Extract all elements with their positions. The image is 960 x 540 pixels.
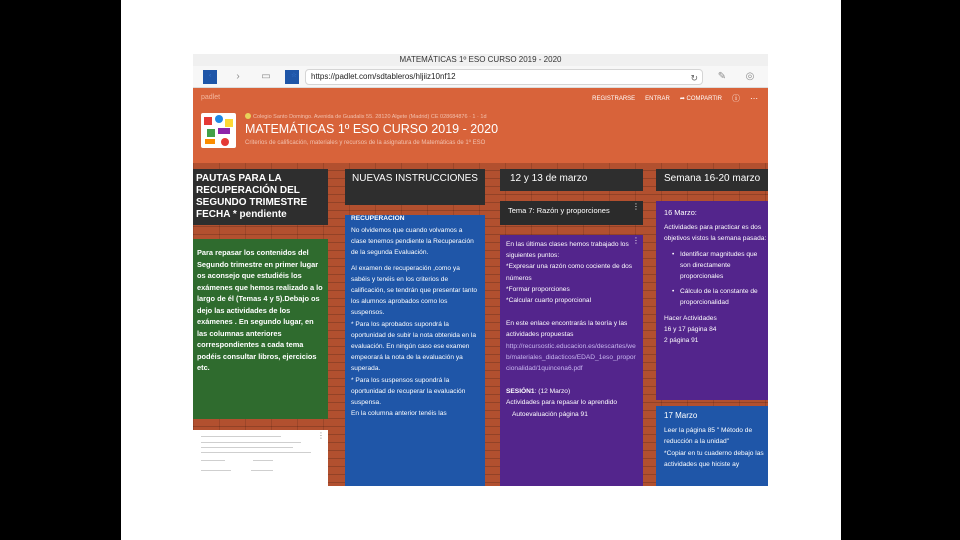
link-intro: En este enlace encontrarás la teoría y las actividades propuestas bbox=[506, 320, 628, 339]
padlet-header bbox=[193, 88, 768, 163]
resource-link[interactable]: http://recursostic.educacion.es/descartes/web/materiales_didacticos/EDAD_1eso_proporcionalidad/1quincena6.pdf bbox=[506, 342, 636, 373]
paragraph-4: * Para los suspensos supondrá la oportunidad de recuperar la evaluación suspensa. bbox=[351, 376, 466, 407]
register-link[interactable]: REGISTRARSE bbox=[592, 95, 636, 102]
back-icon[interactable]: ‹ bbox=[203, 70, 217, 84]
card-line-2: *Copiar en tu cuaderno debajo las actividades que hiciste ay bbox=[664, 449, 764, 468]
book-icon[interactable]: ▭ bbox=[261, 71, 271, 82]
card-line-1: Leer la página 85 " Método de reducción a la unidad" bbox=[664, 427, 753, 446]
paragraph-5: En la columna anterior tenéis las bbox=[351, 410, 447, 418]
more-icon[interactable]: ⋯ bbox=[750, 94, 758, 103]
session-text: Actividades para repasar lo aprendido bbox=[506, 399, 618, 407]
card-exam-preview[interactable] bbox=[193, 430, 328, 486]
point-3: *Calcular cuarto proporcional bbox=[506, 297, 592, 305]
card-text: Tema 7: Razón y proporciones bbox=[508, 206, 610, 215]
card-heading: 17 Marzo bbox=[664, 411, 698, 420]
login-link[interactable]: ENTRAR bbox=[645, 95, 670, 102]
activity-line-1: 16 y 17 página 84 bbox=[664, 325, 717, 333]
card-recovery-guidelines[interactable] bbox=[193, 239, 328, 419]
board-logo bbox=[201, 113, 236, 148]
card-new-instructions[interactable] bbox=[345, 215, 485, 486]
screen bbox=[121, 0, 841, 540]
card-16-march[interactable] bbox=[656, 201, 768, 400]
card-heading: 16 Marzo: bbox=[664, 208, 697, 217]
camera-icon[interactable]: ◎ bbox=[745, 71, 755, 82]
board-subtitle: Criterios de calificación, materiales y recursos de la asignatura de Matemáticas de 1º ESO bbox=[245, 140, 486, 146]
column-header-1[interactable]: PAUTAS PARA LA RECUPERACIÓN DEL SEGUNDO TRIMESTRE FECHA * pendiente bbox=[193, 169, 328, 225]
edit-icon[interactable]: ✎ bbox=[717, 71, 727, 82]
header-links bbox=[592, 93, 758, 104]
column-header-2[interactable]: NUEVAS INSTRUCCIONES bbox=[345, 169, 485, 205]
card-menu-icon[interactable]: ⋮ bbox=[317, 431, 325, 440]
window-title: MATEMÁTICAS 1º ESO CURSO 2019 - 2020 bbox=[193, 54, 768, 66]
session-item: Autoevaluación página 91 bbox=[512, 410, 588, 418]
share-label: COMPARTIR bbox=[686, 96, 722, 102]
column-header-4[interactable]: Semana 16-20 marzo bbox=[656, 169, 768, 191]
point-1: *Expresar una razón como cociente de dos números bbox=[506, 263, 633, 282]
paragraph-2: Al examen de recuperación ,como ya sabéis y tenéis en los criterios de calificación, se tendrán que presentar tanto los alumnos aprobados como los suspensos. bbox=[351, 264, 478, 317]
card-17-march[interactable] bbox=[656, 406, 768, 486]
card-intro: Actividades para practicar es dos objetivos vistos la semana pasada: bbox=[664, 224, 767, 243]
padlet-logo[interactable]: padlet bbox=[201, 94, 221, 101]
session-label: SESIÓN1 bbox=[506, 388, 535, 396]
padlet-wall bbox=[193, 163, 768, 486]
activities-label: Hacer Actividades bbox=[664, 314, 717, 322]
bullet-2: • Cálculo de la constante de proporcionalidad bbox=[672, 286, 768, 308]
reload-icon[interactable]: ↻ bbox=[690, 73, 698, 83]
favorite-star-icon[interactable]: ☆ bbox=[285, 70, 299, 84]
board-title: MATEMÁTICAS 1º ESO CURSO 2019 - 2020 bbox=[245, 122, 499, 136]
url-text: https://padlet.com/sdtableros/hljiiz10nf12 bbox=[311, 72, 456, 81]
card-topic-7[interactable] bbox=[500, 201, 643, 225]
card-menu-icon[interactable]: ⋮ bbox=[632, 202, 640, 211]
bullet-1: • Identificar magnitudes que son directamente proporcionales bbox=[672, 249, 768, 283]
board-meta: Colegio Santo Domingo. Avenida de Guadalix 55. 28120 Algete (Madrid) CE 028684876 · 1 · 1d bbox=[245, 113, 487, 120]
browser-toolbar bbox=[193, 66, 768, 88]
activity-line-2: 2 página 91 bbox=[664, 337, 699, 345]
forward-icon[interactable]: › bbox=[236, 71, 240, 82]
paragraph-1: No olvidemos que cuando volvamos a clase tenemos pendiente la Recuperación de la segunda Evaluación. bbox=[351, 227, 474, 257]
share-link[interactable]: ➦ COMPARTIR bbox=[679, 96, 722, 102]
url-bar[interactable] bbox=[305, 69, 703, 85]
help-icon[interactable]: ⓘ bbox=[732, 94, 740, 103]
column-header-3[interactable]: 12 y 13 de marzo bbox=[500, 169, 643, 191]
browser-window bbox=[193, 54, 768, 486]
card-heading: RECUPERACIÓN bbox=[351, 215, 405, 222]
card-text: Para repasar los contenidos del Segundo trimestre en primer lugar os aconsejo que estudiéis los exámenes que hemos realizado a lo largo de él (Temas 4 y 5).Debajo os dejo las actividades de los exámenes . En segundo lugar, en las columnas anteriores correspondientes a cada tema podéis consultar libros, ejercicios etc. bbox=[197, 248, 323, 372]
author-avatar-icon bbox=[245, 113, 251, 119]
point-2: *Formar proporciones bbox=[506, 285, 570, 293]
paragraph-3: * Para los aprobados supondrá la oportunidad de subir la nota obtenida en la evaluación. En ningún caso ese examen empeorará la nota de la evaluación ya superada. bbox=[351, 320, 477, 373]
card-ratio-proportions[interactable] bbox=[500, 235, 643, 486]
session-date: : (12 Marzo) bbox=[534, 388, 571, 396]
card-intro: En las últimas clases hemos trabajado los siguientes puntos: bbox=[506, 241, 629, 260]
card-menu-icon[interactable]: ⋮ bbox=[632, 236, 640, 245]
